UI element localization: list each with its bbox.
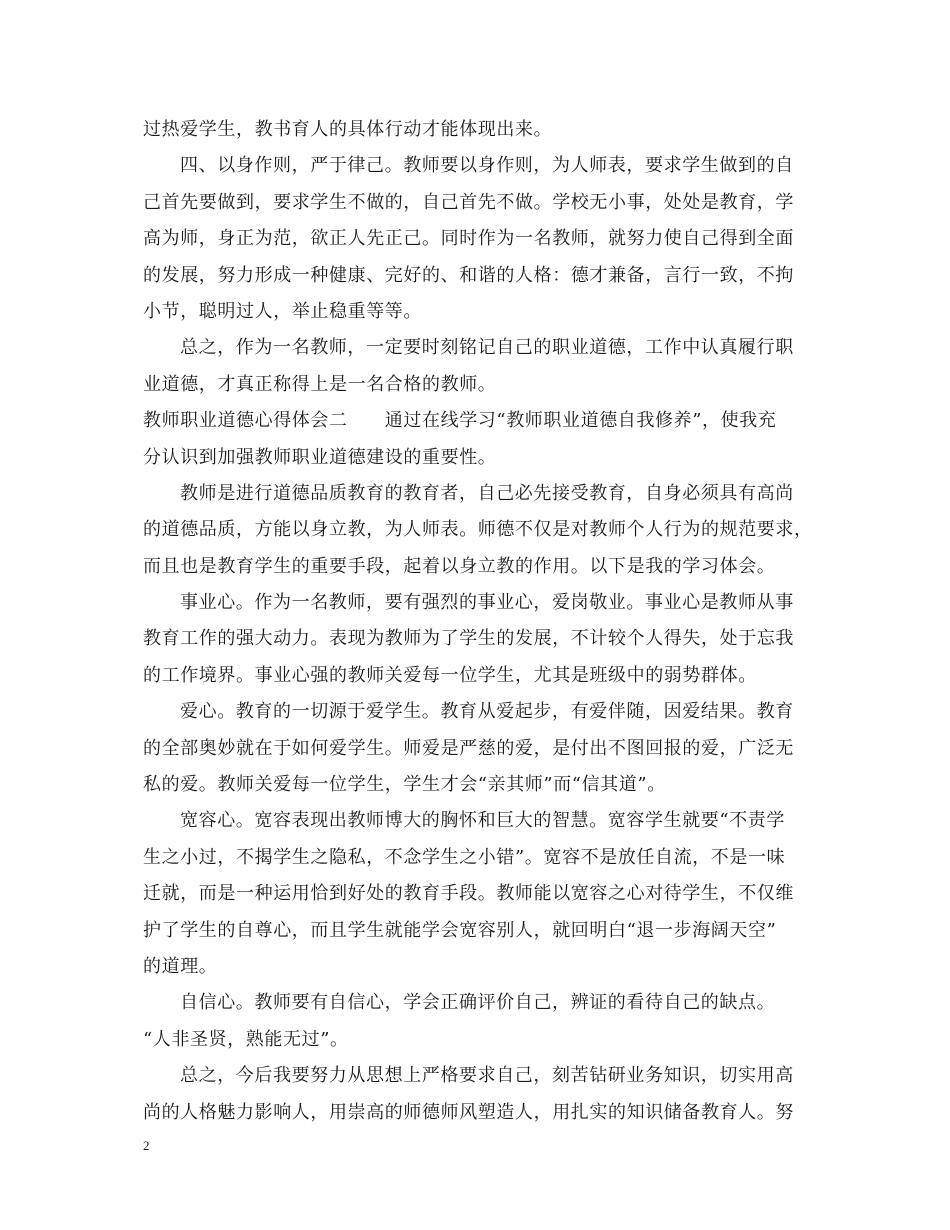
page-number: 2 <box>143 1138 150 1153</box>
text-line: 己首先要做到，要求学生不做的，自己首先不做。学校无小事，处处是教育，学 <box>143 191 794 213</box>
paragraph-start-line: 总之，今后我要努力从思想上严格要求自己，刻苦钻研业务知识，切实用高 <box>180 1065 794 1087</box>
text-line: 教育工作的强大动力。表现为教师为了学生的发展，不计较个人得失，处于忘我 <box>143 628 794 650</box>
text-line: “人非圣贤，熟能无过”。 <box>143 1028 349 1050</box>
paragraph-start-line: 自信心。教师要有自信心，学会正确评价自己，辨证的看待自己的缺点。 <box>180 992 776 1014</box>
paragraph-start-line: 爱心。教育的一切源于爱学生。教育从爱起步，有爱伴随，因爱结果。教育 <box>180 701 794 723</box>
text-line: 的道德品质，方能以身立教，为人师表。师德不仅是对教师个人行为的规范要求， <box>143 519 813 541</box>
text-line: 小节，聪明过人，举止稳重等等。 <box>143 300 422 322</box>
text-line: 分认识到加强教师职业道德建设的重要性。 <box>143 446 497 468</box>
text-line: 生之小过，不揭学生之隐私，不念学生之小错”。宽容不是放任自流，不是一味 <box>143 846 786 868</box>
paragraph-start-line: 事业心。作为一名教师，要有强烈的事业心，爱岗敬业。事业心是教师从事 <box>180 592 794 614</box>
text-line: 而且也是教育学生的重要手段，起着以身立教的作用。以下是我的学习体会。 <box>143 555 776 577</box>
paragraph-start-line: 四、以身作则，严于律己。教师要以身作则，为人师表，要求学生做到的自 <box>180 155 794 177</box>
text-line: 的工作境界。事业心强的教师关爱每一位学生，尤其是班级中的弱势群体。 <box>143 664 757 686</box>
text-line: 的发展，努力形成一种健康、完好的、和谐的人格：德才兼备，言行一致，不拘 <box>143 264 794 286</box>
paragraph-start-line: 宽容心。宽容表现出教师博大的胸怀和巨大的智慧。宽容学生就要“不责学 <box>180 810 785 832</box>
paragraph-start-line: 总之，作为一名教师，一定要时刻铭记自己的职业道德，工作中认真履行职 <box>180 337 794 359</box>
document-body <box>143 112 813 1131</box>
text-line: 护了学生的自尊心，而且学生就能学会宽容别人，就回明白“退一步海阔天空” <box>143 919 777 941</box>
text-line: 过热爱学生，教书育人的具体行动才能体现出来。 <box>143 119 553 140</box>
text-line: 高为师，身正为范，欲正人先正己。同时作为一名教师，就努力使自己得到全面 <box>143 228 794 250</box>
text-line: 的全部奥妙就在于如何爱学生。师爱是严慈的爱，是付出不图回报的爱，广泛无 <box>143 737 794 759</box>
text-line: 迁就，而是一种运用恰到好处的教育手段。教师能以宽容之心对待学生，不仅维 <box>143 883 794 905</box>
text-line: 尚的人格魅力影响人，用崇高的师德师风塑造人，用扎实的知识储备教育人。努 <box>143 1101 794 1123</box>
section-heading-line: 教师职业道德心得体会二 通过在线学习“教师职业道德自我修养”，使我充 <box>143 410 777 432</box>
paragraph-start-line: 教师是进行道德品质教育的教育者，自己必先接受教育，自身必须具有高尚 <box>180 482 794 504</box>
text-line: 业道德，才真正称得上是一名合格的教师。 <box>143 373 497 395</box>
text-line: 的道理。 <box>143 955 218 977</box>
text-line: 私的爱。教师关爱每一位学生，学生才会“亲其师”而“信其道”。 <box>143 774 666 796</box>
